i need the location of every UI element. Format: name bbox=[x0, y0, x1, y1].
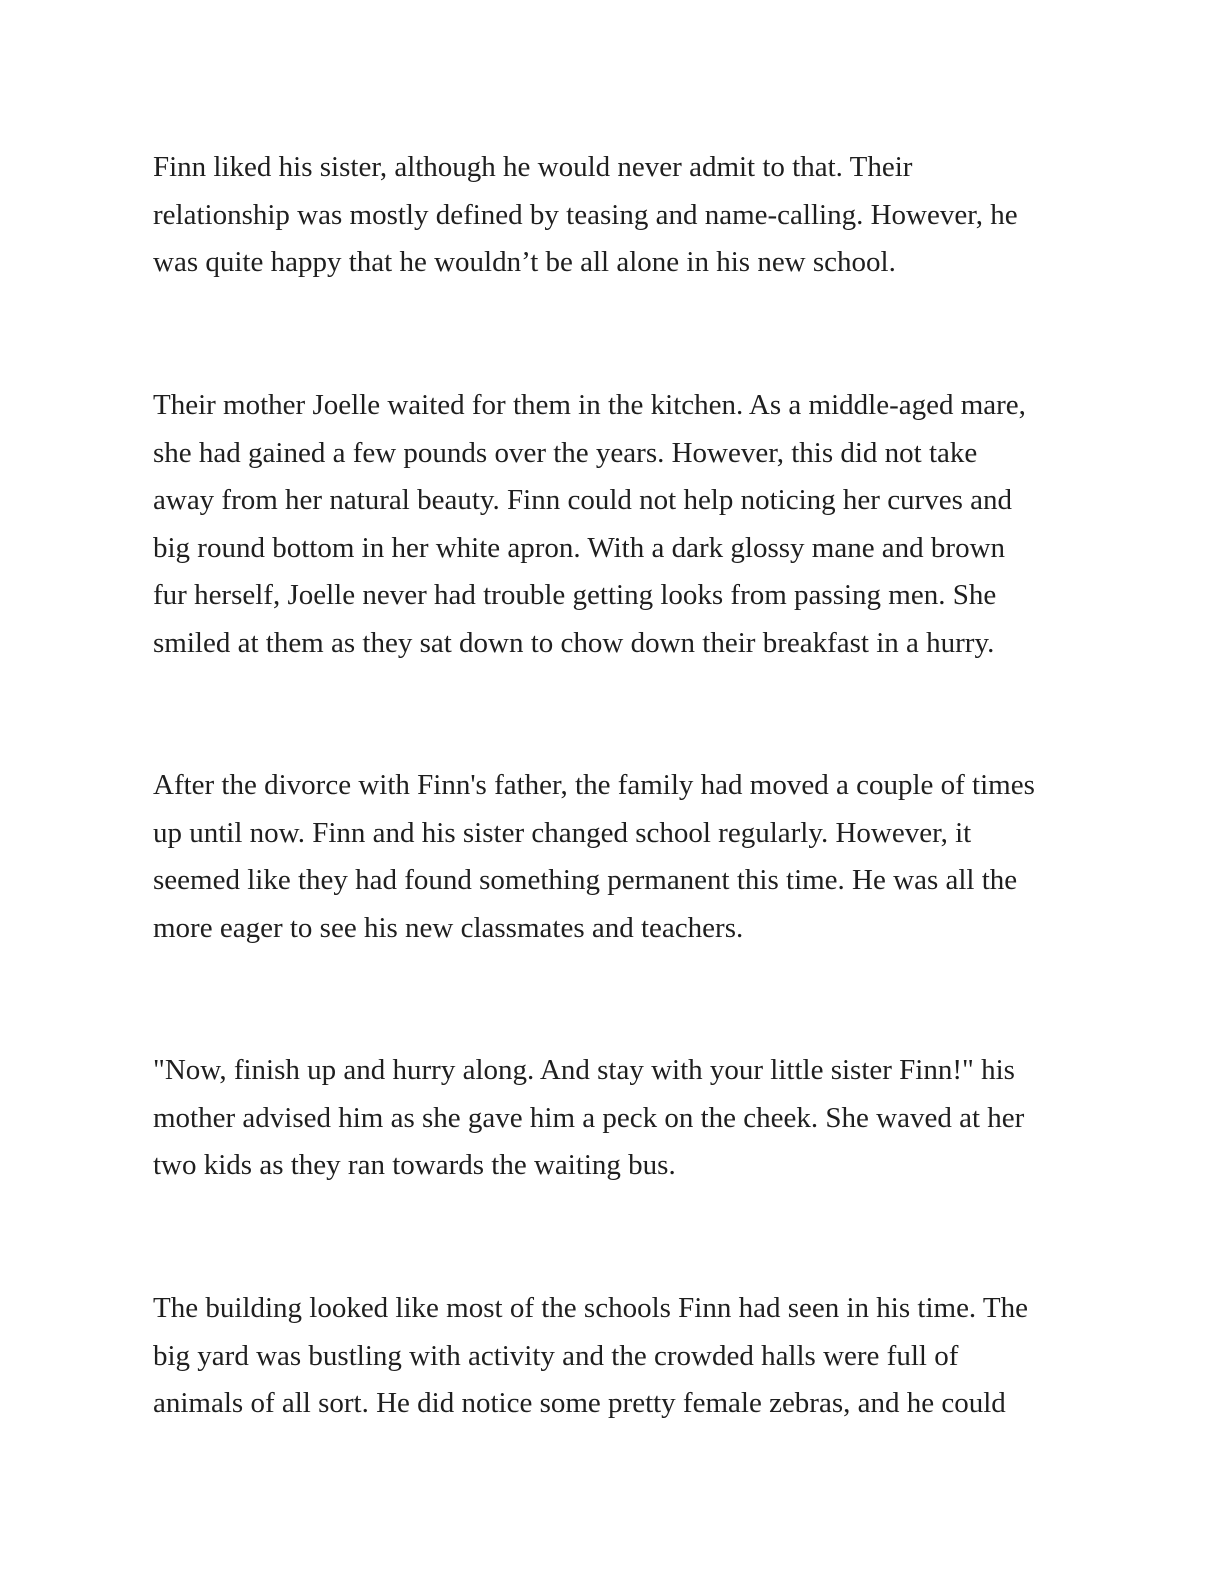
paragraph: "Now, finish up and hurry along. And stay with your little sister Finn!" his mother advised him as she gave him a peck on the cheek. She waved at her two kids as they ran towards the waiting bus. bbox=[153, 1054, 1025, 1181]
paragraph: The building looked like most of the schools Finn had seen in his time. The big yard was bustling with activity and the crowded halls were full of animals of all sort. He did notice some pretty female zebras, and he could bbox=[153, 1292, 1028, 1419]
paragraph: Their mother Joelle waited for them in the kitchen. As a middle-aged mare, she had gained a few pounds over the years. However, this did not take away from her natural beauty. Finn could not help noticing her curves and big round bottom in her white apron. With a dark glossy mane and brown fur herself, Joelle never had trouble getting looks from passing men. She smiled at them as they sat down to chow down their breakfast in a hurry. bbox=[153, 389, 1026, 659]
paragraph: After the divorce with Finn's father, the family had moved a couple of times up until now. Finn and his sister changed school regularly. However, it seemed like they had found something permanent this time. He was all the more eager to see his new classmates and teachers. bbox=[153, 769, 1035, 944]
paragraph: Finn liked his sister, although he would never admit to that. Their relationship was mostly defined by teasing and name-calling. However, he was quite happy that he wouldn’t be all alone in his new school. bbox=[153, 151, 1018, 278]
